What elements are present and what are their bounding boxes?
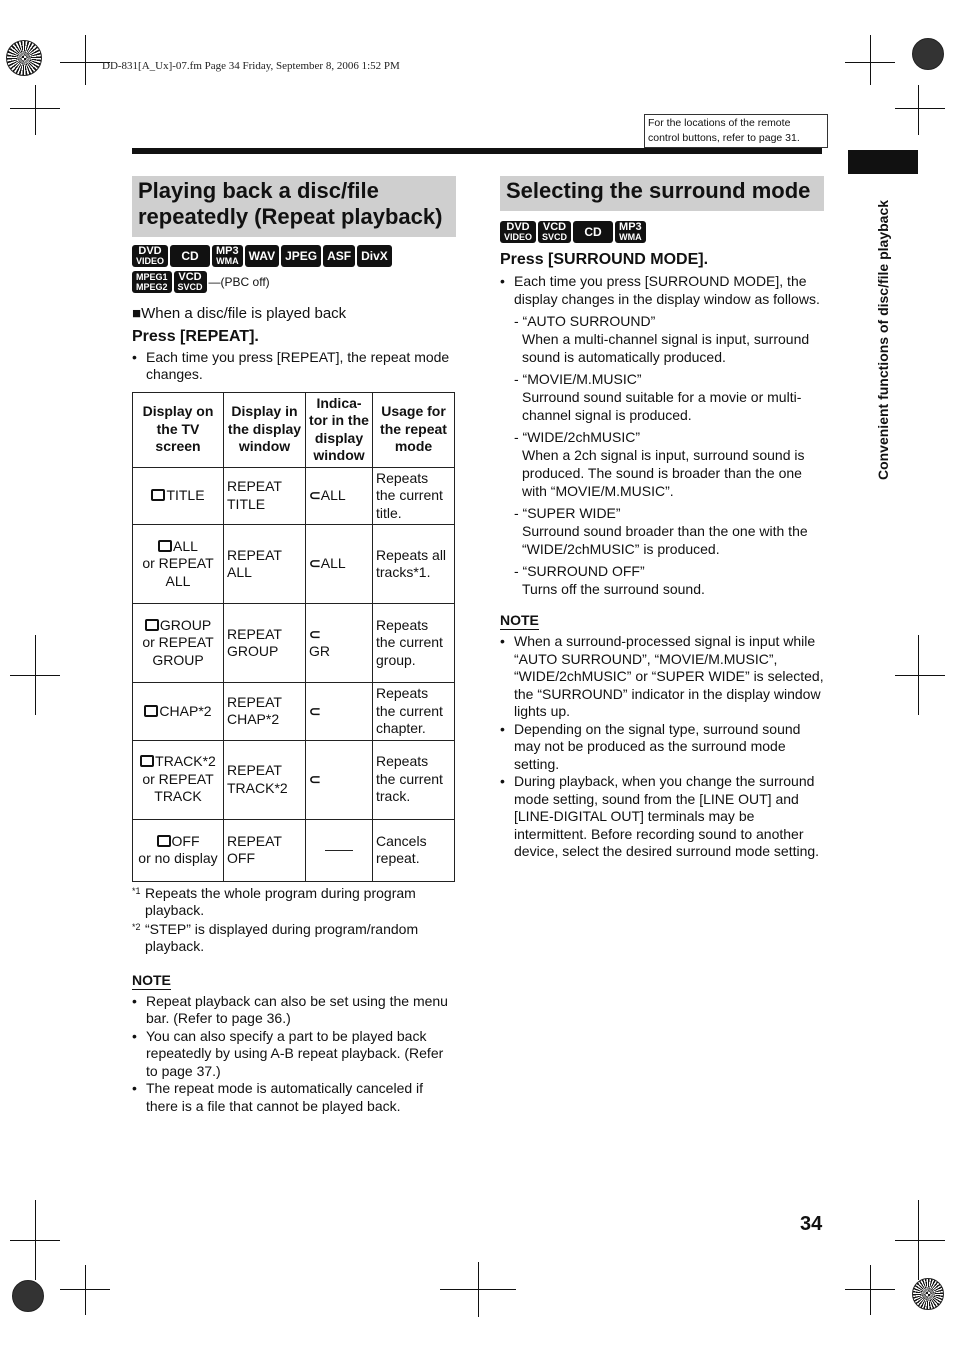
registration-circle-tl: [6, 40, 42, 76]
column-header: Display in the display window: [224, 392, 306, 467]
title-line: repeatedly (Repeat playback): [138, 204, 443, 229]
crop-mark: [870, 35, 871, 85]
column-header: Display on the TV screen: [133, 392, 224, 467]
format-badge: MP3 WMA: [615, 221, 646, 243]
note-item: • Repeat playback can also be set using the menu bar. (Refer to page 36.): [132, 993, 456, 1028]
indicator-cell: ⊂ALL: [306, 525, 373, 604]
crop-mark: [35, 1200, 36, 1280]
registration-circle-bl: [12, 1280, 44, 1312]
format-badge: MPEG1 MPEG2: [132, 271, 172, 293]
bullet-item: • Each time you press [REPEAT], the repeat mode changes.: [132, 349, 456, 384]
format-badge: DVD VIDEO: [132, 245, 168, 267]
table-row: [133, 740, 455, 819]
note-list: [132, 993, 456, 1116]
tv-display-cell: ALL or REPEAT ALL: [133, 525, 224, 604]
crop-mark: [895, 675, 945, 676]
file-header: DD-831[A_Ux]-07.fm Page 34 Friday, September 8, 2006 1:52 PM: [102, 60, 400, 72]
repeat-icon: [145, 619, 159, 631]
surround-intro: [500, 273, 824, 308]
indicator-cell: ⊂ALL: [306, 467, 373, 525]
indicator-cell: [306, 683, 373, 741]
repeat-mode-table: [132, 392, 455, 882]
crop-mark: [870, 1265, 871, 1315]
section-title-surround: Selecting the surround mode: [500, 176, 824, 211]
table-row: [133, 467, 455, 525]
registration-circle-tr: [912, 38, 944, 70]
indicator-cell: ⊂ GR: [306, 604, 373, 683]
surround-mode-item: - “SUPER WIDE” Surround sound broader than the one with the “WIDE/2chMUSIC” is produced.: [514, 505, 808, 557]
repeat-loop-icon: ⊂: [309, 555, 321, 572]
window-display-cell: REPEAT TITLE: [224, 467, 306, 525]
format-badge: CD: [573, 221, 613, 243]
table-row: [133, 819, 455, 881]
usage-cell: Repeats all tracks*1.: [373, 525, 455, 604]
press-surround-heading: Press [SURROUND MODE].: [500, 251, 709, 268]
format-badge: MP3 WMA: [212, 245, 243, 267]
repeat-loop-icon: ⊂: [309, 702, 321, 719]
crop-mark: [918, 1200, 919, 1280]
repeat-icon: [144, 705, 158, 717]
format-badge: WAV: [245, 245, 279, 267]
indicator-cell: ——: [306, 819, 373, 881]
bullet-item: • Each time you press [SURROUND MODE], the display changes in the display window as follows.: [500, 273, 824, 308]
table-header-row: [133, 392, 455, 467]
surround-mode-list: [500, 312, 824, 598]
format-badges: [132, 245, 456, 267]
repeat-icon: [158, 540, 172, 552]
surround-mode-item: - “AUTO SURROUND” When a multi-channel signal is input, surround sound is automatically produced.: [514, 313, 810, 365]
tv-display-cell: GROUP or REPEAT GROUP: [133, 604, 224, 683]
crop-mark: [478, 1262, 479, 1317]
format-badge: JPEG: [281, 245, 321, 267]
reference-line-2: control buttons, refer to page 31.: [648, 132, 800, 144]
table-row: [133, 604, 455, 683]
usage-cell: Cancels repeat.: [373, 819, 455, 881]
press-repeat-heading: Press [REPEAT].: [132, 327, 259, 345]
page-number: 34: [800, 1213, 823, 1235]
note-item: • The repeat mode is automatically canceled if there is a file that cannot be played back.: [132, 1080, 456, 1115]
square-bullet-icon: ■: [132, 305, 142, 322]
window-display-cell: REPEAT TRACK*2: [224, 740, 306, 819]
surround-mode-item: - “SURROUND OFF” Turns off the surround sound.: [514, 563, 705, 597]
note-heading: NOTE: [500, 612, 539, 628]
surround-mode-item: - “WIDE/2chMUSIC” When a 2ch signal is input, surround sound is produced. The sound is broader than the one with “MOVIE/M.MUSIC”.: [514, 429, 805, 499]
registration-circle-br: [912, 1278, 944, 1310]
window-display-cell: REPEAT OFF: [224, 819, 306, 881]
format-badge: ASF: [323, 245, 355, 267]
repeat-loop-icon: ⊂: [309, 770, 321, 787]
note-heading: NOTE: [132, 971, 171, 988]
repeat-loop-icon: ⊂: [309, 487, 321, 503]
indicator-cell: [306, 740, 373, 819]
usage-cell: Repeats the current title.: [373, 467, 455, 525]
format-badges-row-2: MPEG1 MPEG2 VCD SVCD —(PBC off): [132, 271, 456, 293]
footnote: *2 “STEP” is displayed during program/random playback.: [132, 920, 419, 954]
tv-display-cell: CHAP*2: [133, 683, 224, 741]
side-tab: [848, 150, 918, 174]
tv-display-cell: TITLE: [133, 467, 224, 525]
usage-cell: Repeats the current track.: [373, 740, 455, 819]
footnote: *1 Repeats the whole program during program playback.: [132, 884, 416, 918]
note-item: • During playback, when you change the surround mode setting, sound from the [LINE OUT] and [LINE-DIGITAL OUT] terminals may be intermittent. Before recording sound to another device, select the desired surround mode setting.: [500, 773, 824, 861]
note-item: • Depending on the signal type, surround sound may not be produced as the surround mode setting.: [500, 721, 824, 774]
tv-display-cell: TRACK*2 or REPEAT TRACK: [133, 740, 224, 819]
reference-line-1: For the locations of the remote: [648, 117, 791, 129]
reference-box: [644, 114, 828, 148]
format-badge: DVD VIDEO: [500, 221, 536, 243]
format-badges: [500, 221, 824, 243]
note-list: [500, 633, 824, 861]
window-display-cell: REPEAT ALL: [224, 525, 306, 604]
repeat-intro: [132, 349, 456, 384]
section-title-repeat: [132, 176, 456, 237]
column-header: Usage for the repeat mode: [373, 392, 455, 467]
when-line: ■When a disc/file is played back: [132, 305, 347, 322]
repeat-icon: [140, 755, 154, 767]
format-badge: VCD SVCD: [538, 221, 571, 243]
crop-mark: [35, 635, 36, 715]
repeat-loop-icon: ⊂: [309, 625, 321, 642]
crop-mark: [35, 85, 36, 135]
window-display-cell: REPEAT GROUP: [224, 604, 306, 683]
pbc-note: (PBC off): [220, 275, 270, 290]
repeat-icon: [151, 489, 165, 501]
usage-cell: Repeats the current chapter.: [373, 683, 455, 741]
table-row: [133, 525, 455, 604]
top-rule: [132, 148, 822, 154]
format-badge: DivX: [357, 245, 392, 267]
window-display-cell: REPEAT CHAP*2: [224, 683, 306, 741]
crop-mark: [895, 108, 945, 109]
table-row: [133, 683, 455, 741]
right-column: [500, 176, 824, 861]
repeat-icon: [157, 835, 171, 847]
crop-mark: [918, 635, 919, 715]
title-line: Playing back a disc/file: [138, 178, 379, 203]
format-badge: CD: [170, 245, 210, 267]
usage-cell: Repeats the current group.: [373, 604, 455, 683]
left-column: [132, 176, 456, 1115]
crop-mark: [85, 1265, 86, 1315]
tv-display-cell: OFF or no display: [133, 819, 224, 881]
surround-mode-item: - “MOVIE/M.MUSIC” Surround sound suitable for a movie or multi-channel signal is produced.: [514, 371, 802, 423]
crop-mark: [918, 85, 919, 135]
note-item: • You can also specify a part to be played back repeatedly by using A-B repeat playback. (Refer to page 37.): [132, 1028, 456, 1081]
crop-mark: [85, 35, 86, 85]
side-section-label: Convenient functions of disc/file playback: [875, 199, 891, 481]
format-badge: VCD SVCD: [174, 271, 207, 293]
crop-mark: [895, 1240, 945, 1241]
note-item: • When a surround-processed signal is input while “AUTO SURROUND”, “MOVIE/M.MUSIC”, “WIDE/2chMUSIC” or “SUPER WIDE” is selected, the “SURROUND” indicator in the display window lights up.: [500, 633, 824, 721]
footnotes: [132, 885, 456, 956]
column-header: Indica-tor in the display window: [306, 392, 373, 467]
